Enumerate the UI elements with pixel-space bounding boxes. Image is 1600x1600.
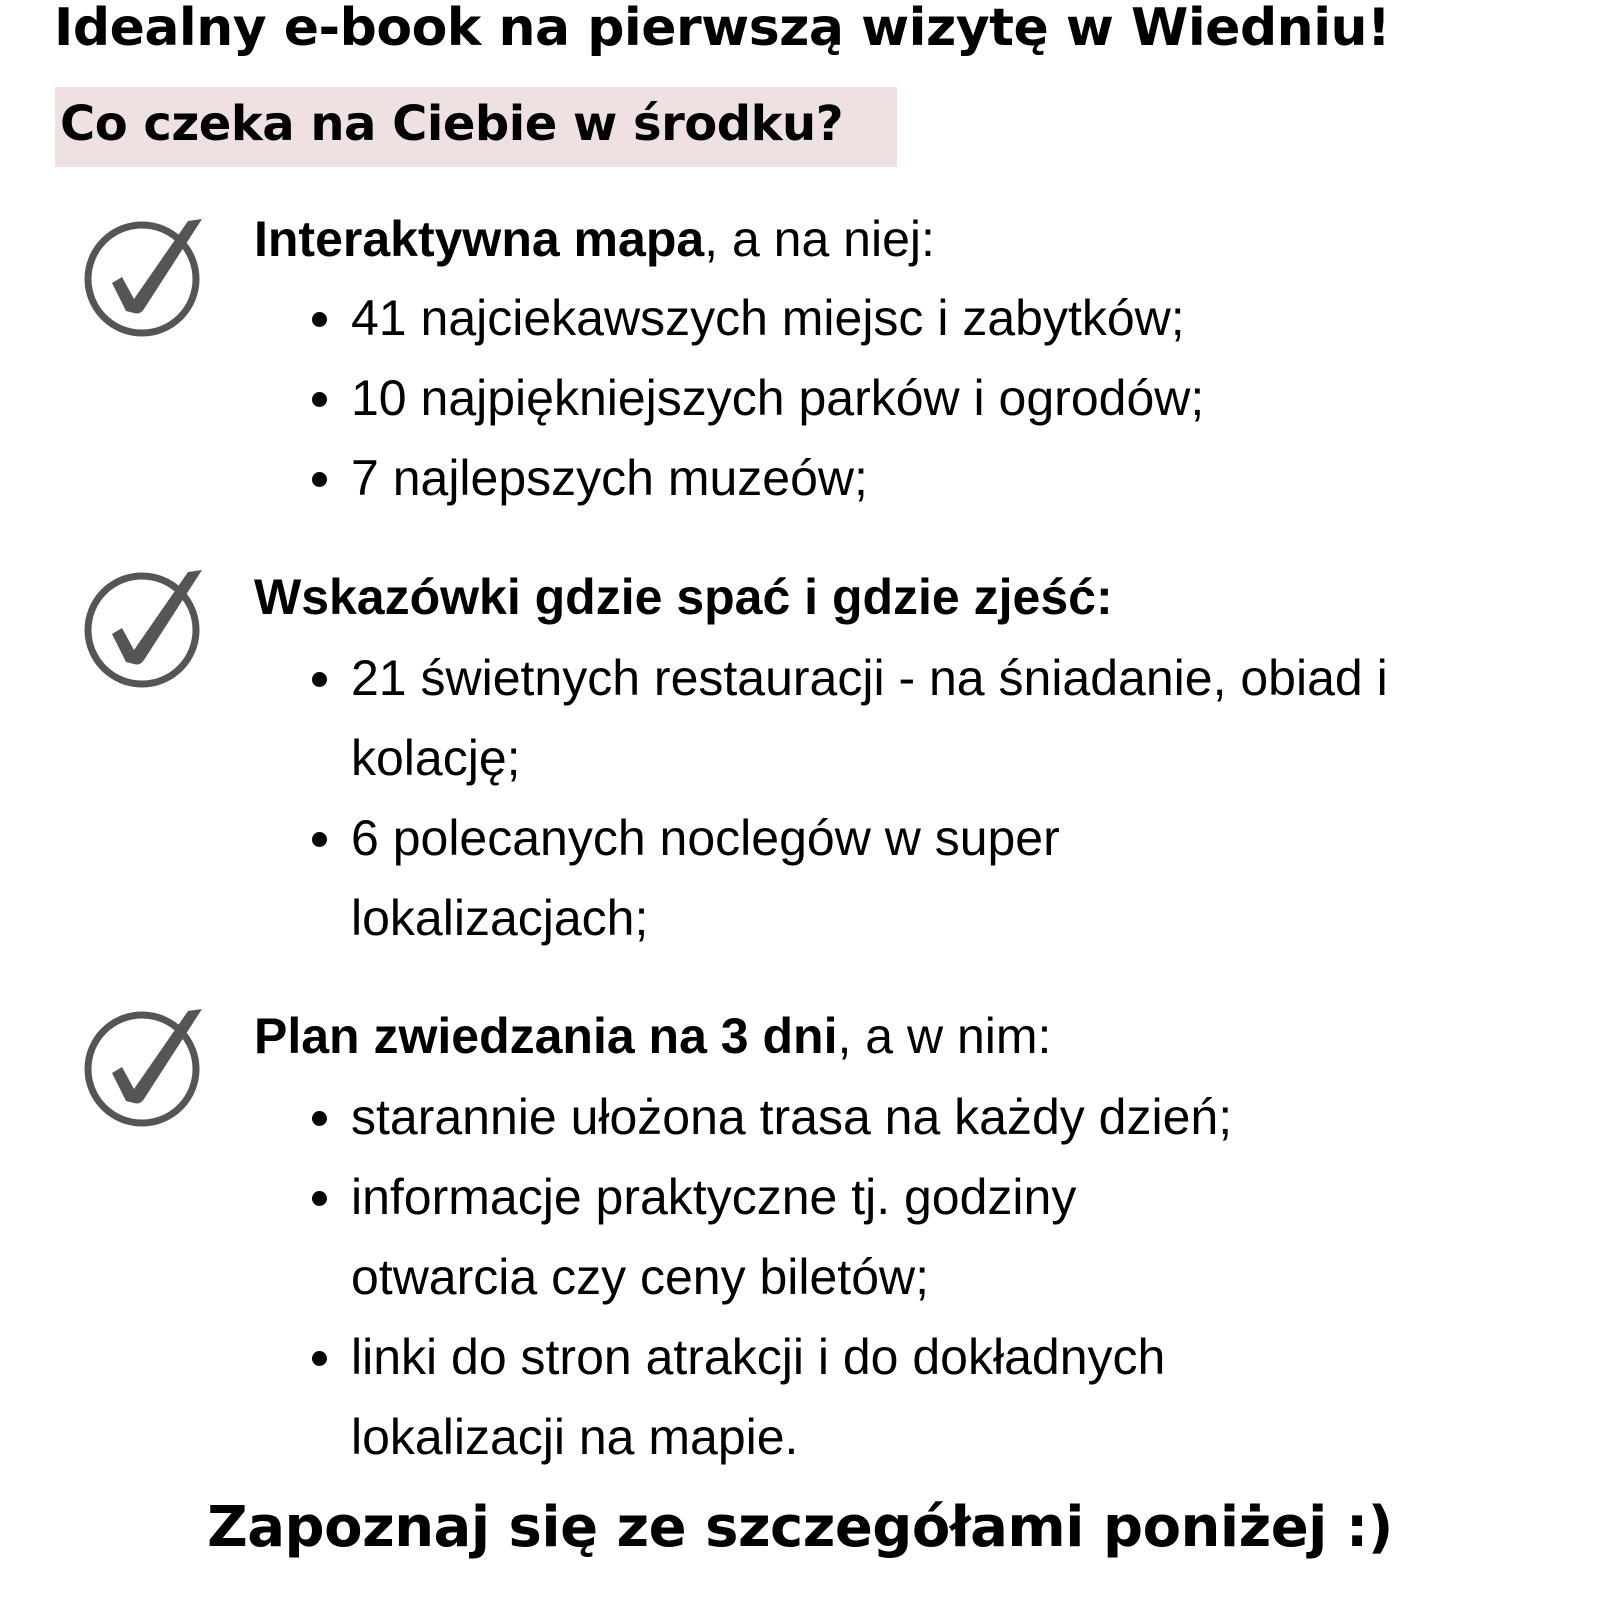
page-title: Idealny e-book na pierwszą wizytę w Wiedniu! bbox=[54, 0, 1391, 58]
footer-call-to-action: Zapoznaj się ze szczegółami poniżej :) bbox=[207, 1495, 1393, 1560]
feature-list bbox=[305, 638, 1391, 958]
subtitle: Co czeka na Ciebie w środku? bbox=[60, 96, 844, 152]
list-item: 21 świetnych restauracji - na śniadanie, obiad i kolację; bbox=[305, 638, 1391, 798]
section-heading: Wskazówki gdzie spać i gdzie zjeść: bbox=[254, 569, 1113, 625]
list-item: linki do stron atrakcji i do dokładnych lokalizacji na mapie. bbox=[305, 1317, 1351, 1477]
section-heading: Plan zwiedzania na 3 dni, a w nim: bbox=[254, 1008, 1052, 1064]
list-item: 7 najlepszych muzeów; bbox=[305, 438, 1401, 518]
list-item: informacje praktyczne tj. godziny otwarcia czy ceny biletów; bbox=[305, 1157, 1231, 1317]
feature-list bbox=[305, 278, 1401, 518]
list-item: starannie ułożona trasa na każdy dzień; bbox=[305, 1077, 1411, 1157]
check-circle-icon bbox=[84, 566, 208, 690]
list-item: 6 polecanych noclegów w super lokalizacjach; bbox=[305, 798, 1211, 958]
check-circle-icon bbox=[84, 215, 208, 339]
list-item: 10 najpiękniejszych parków i ogrodów; bbox=[305, 358, 1401, 438]
section-heading: Interaktywna mapa, a na niej: bbox=[254, 211, 935, 267]
check-circle-icon bbox=[84, 1005, 208, 1129]
feature-list bbox=[305, 1077, 1411, 1477]
list-item: 41 najciekawszych miejsc i zabytków; bbox=[305, 278, 1401, 358]
